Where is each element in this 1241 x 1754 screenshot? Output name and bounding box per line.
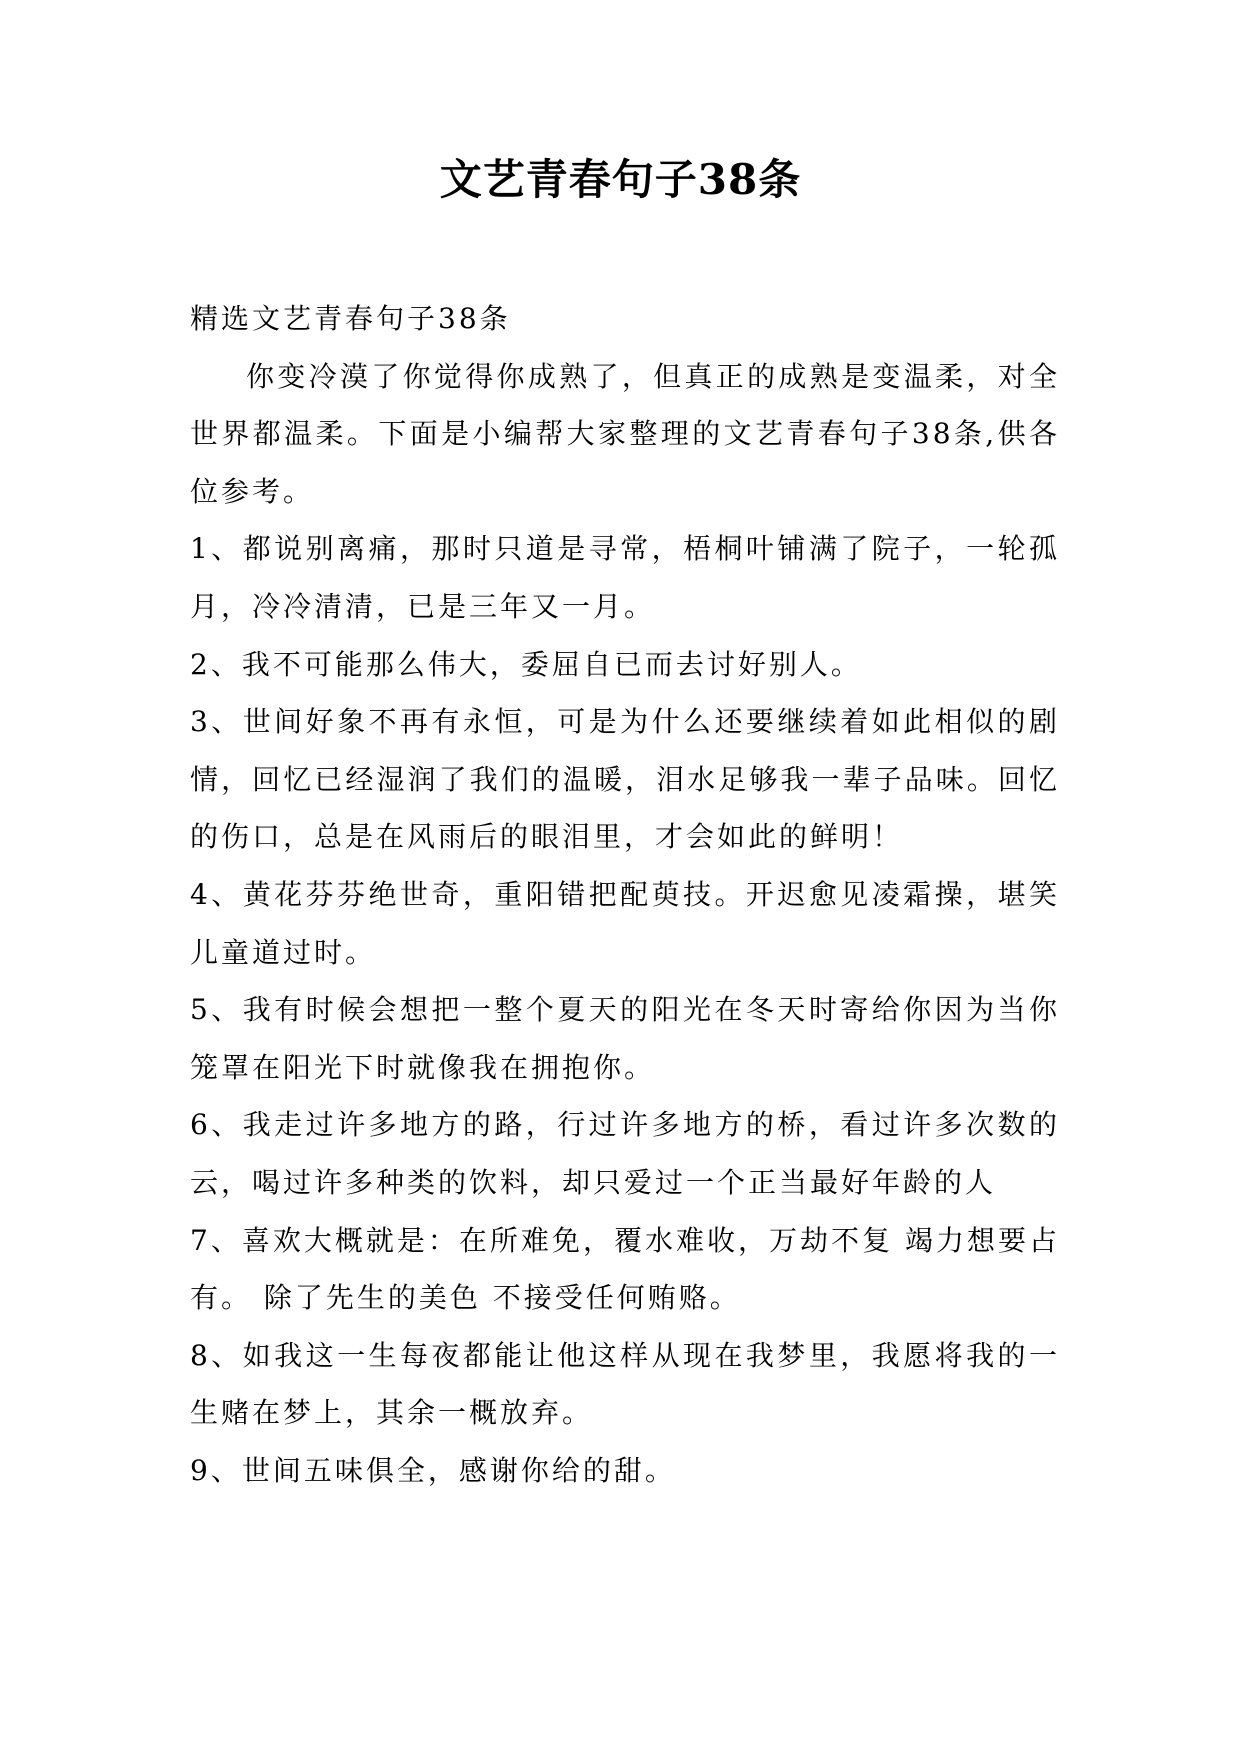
list-item: 5、我有时候会想把一整个夏天的阳光在冬天时寄给你因为当你笼罩在阳光下时就像我在拥抱你。 [190,993,1060,1084]
list-item: 3、世间好象不再有永恒，可是为什么还要继续着如此相似的剧情，回忆已经湿润了我们的温暖，泪水足够我一辈子品味。回忆的伤口，总是在风雨后的眼泪里，才会如此的鲜明！ [190,705,1060,854]
intro-paragraph: 你变冷漠了你觉得你成熟了，但真正的成熟是变温柔，对全世界都温柔。下面是小编帮大家整理的文艺青春句子38条,供各位参考。 [190,359,1060,508]
list-item: 9、世间五味俱全，感谢你给的甜。 [190,1453,676,1487]
document-title: 文艺青春句子38条 [439,155,802,204]
list-item: 2、我不可能那么伟大，委屈自已而去讨好别人。 [190,647,862,681]
document-subtitle: 精选文艺青春句子38条 [190,302,511,335]
list-item: 6、我走过许多地方的路，行过许多地方的桥，看过许多次数的云，喝过许多种类的饮料，却只爱过一个正当最好年龄的人 [190,1108,1060,1199]
list-item: 8、如我这一生每夜都能让他这样从现在我梦里，我愿将我的一生赌在梦上，其余一概放弃。 [190,1338,1060,1430]
list-item: 7、喜欢大概就是：在所难免，覆水难收，万劫不复 竭力想要占有。 除了先生的美色 不接受任何贿赂。 [190,1223,1060,1315]
list-item: 1、都说别离痛，那时只道是寻常，梧桐叶铺满了院子，一轮孤月，冷冷清清，已是三年又一月。 [190,532,1060,623]
list-item: 4、黄花芬芬绝世奇，重阳错把配萸技。开迟愈见凌霜操，堪笑儿童道过时。 [190,877,1060,969]
document-body [190,290,1060,1499]
